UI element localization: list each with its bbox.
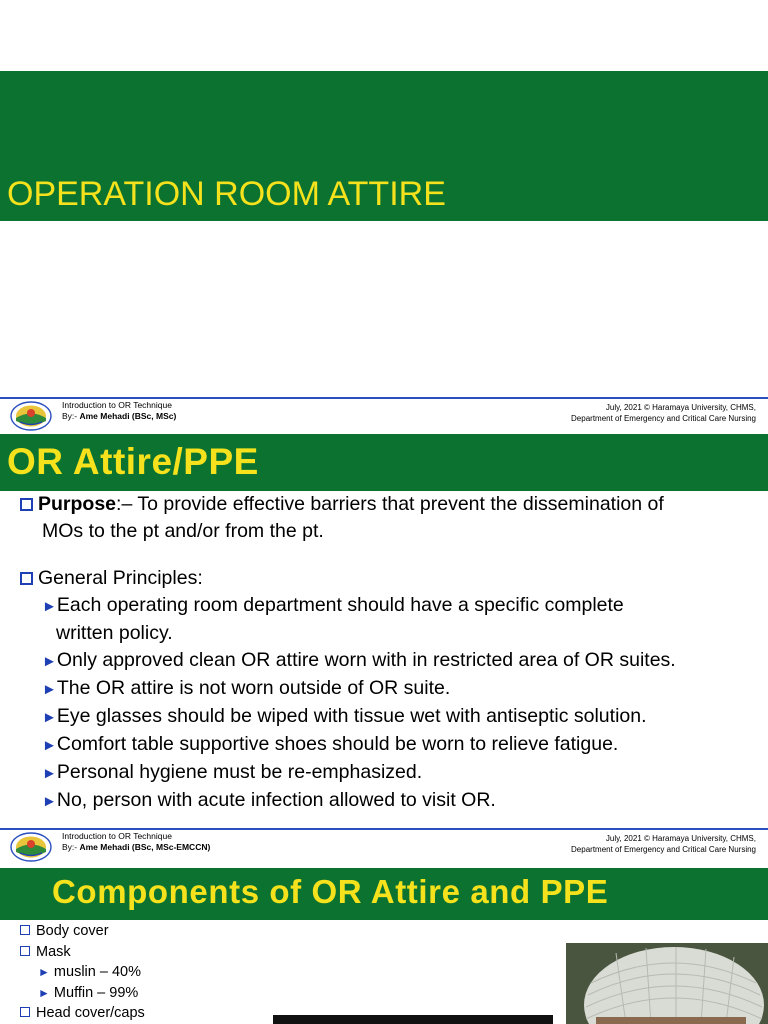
footer-department: Department of Emergency and Critical Care Nursing <box>571 845 756 854</box>
triangle-bullet-icon: ► <box>38 965 50 979</box>
principle-item: ►Comfort table supportive shoes should be worn to relieve fatigue. <box>42 733 619 755</box>
principle-item-continuation: written policy. <box>56 622 173 644</box>
footer-course: Introduction to OR Technique <box>62 831 172 841</box>
triangle-bullet-icon: ► <box>42 709 57 726</box>
purpose-text-2: MOs to the pt and/or from the pt. <box>42 520 324 542</box>
square-bullet-icon <box>20 946 30 956</box>
footer-rule <box>0 828 768 830</box>
slide1-title: OPERATION ROOM ATTIRE <box>7 175 446 213</box>
purpose-line <box>20 491 765 518</box>
footer-date-university: July, 2021 © Haramaya University, CHMS, <box>605 834 756 843</box>
purpose-label: Purpose <box>38 493 117 515</box>
square-bullet-icon <box>20 925 30 935</box>
principles-label: General Principles: <box>38 567 203 589</box>
footer-date-university: July, 2021 © Haramaya University, CHMS, <box>605 403 756 412</box>
surgical-cap-photo <box>566 943 768 1024</box>
principle-item: ►No, person with acute infection allowed to visit OR. <box>42 789 496 811</box>
footer-department: Department of Emergency and Critical Care Nursing <box>571 414 756 423</box>
principle-item: ►Only approved clean OR attire worn with in restricted area of OR suites. <box>42 649 676 671</box>
list-item: Head cover/caps <box>20 1003 145 1024</box>
triangle-bullet-icon: ► <box>42 598 57 615</box>
footer-course: Introduction to OR Technique <box>62 400 172 410</box>
slide2-body <box>20 491 765 815</box>
triangle-bullet-icon: ► <box>42 793 57 810</box>
list-subitem: ► muslin – 40% <box>38 964 141 980</box>
list-item: Body cover <box>20 921 145 942</box>
principle-item: ►Each operating room department should have a specific complete <box>42 594 624 616</box>
triangle-bullet-icon: ► <box>42 737 57 754</box>
footer-rule <box>0 397 768 399</box>
slide3-list <box>20 921 145 1024</box>
square-bullet-icon <box>20 572 33 585</box>
principles-heading <box>20 565 765 592</box>
cap-photo-image <box>566 943 768 1024</box>
footer-author: Ame Mehadi (BSc, MSc) <box>79 411 177 421</box>
list-item: Mask <box>20 942 145 963</box>
slide2-title: OR Attire/PPE <box>7 441 259 482</box>
footer-by-prefix: By:- <box>62 411 80 421</box>
principle-item: ►Personal hygiene must be re-emphasized. <box>42 761 423 783</box>
triangle-bullet-icon: ► <box>42 653 57 670</box>
footer-author: Ame Mehadi (BSc, MSc-EMCCN) <box>79 842 211 852</box>
principle-item: ►The OR attire is not worn outside of OR suite. <box>42 677 451 699</box>
footer-by-prefix: By:- <box>62 842 80 852</box>
slide1-footer <box>0 397 768 433</box>
triangle-bullet-icon: ► <box>38 985 50 1000</box>
slide3-title: Components of OR Attire and PPE <box>52 873 609 910</box>
video-frame <box>273 1015 553 1024</box>
square-bullet-icon <box>20 1007 30 1017</box>
list-subitem: ► Muffin – 99% <box>38 984 139 1001</box>
slide2-footer <box>0 828 768 864</box>
triangle-bullet-icon: ► <box>42 681 57 698</box>
triangle-bullet-icon: ► <box>42 765 57 782</box>
square-bullet-icon <box>20 498 33 511</box>
university-logo-icon <box>10 401 52 431</box>
principle-item: ►Eye glasses should be wiped with tissue wet with antiseptic solution. <box>42 705 647 727</box>
university-logo-icon <box>10 832 52 862</box>
purpose-text-1: :– To provide effective barriers that prevent the dissemination of <box>116 493 664 515</box>
